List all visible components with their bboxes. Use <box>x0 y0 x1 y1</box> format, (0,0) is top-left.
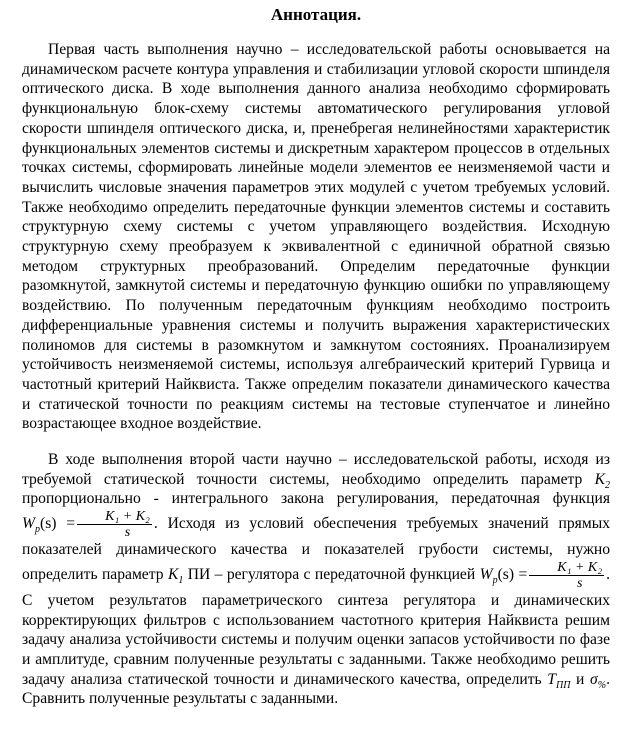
paragraph-2 <box>22 450 610 709</box>
formula-wp-1: $W_p(s)$ = $\frac{\text{K₁ + K₂}}{s}$ <box>22 509 150 541</box>
annotation-title: Аннотация. <box>270 5 362 24</box>
param-sigma: $\sigma_{\%}$ <box>590 670 607 691</box>
param-k1: $K_1$ <box>167 565 184 587</box>
p2-text-5: . С учетом результатов параметрического синтеза регулятора и динамических корректирующих фильтров с использованием частотного критерия Найквиста решим задачу анализа устойчивости системы и получим оценки запасов устойчивости по фазе и амплитуде, сравним полученные результаты с заданными. Также необходимо решить задачу анализа статической точности и динамического качества, определить <box>22 565 611 688</box>
p2-text-3: . Исходя из условий обеспечения требуемых значений прямых показателей динамического качества и показателей грубости системы, нужно определить параметр <box>22 515 610 583</box>
p2-text-6: . Сравнить полученные результаты с заданными. <box>22 670 610 708</box>
p2-text-and: и <box>570 670 591 688</box>
p2-text-2: пропорционально - интегрального закона регулирования, передаточная функция <box>22 490 610 508</box>
param-k2: $K_2$ <box>594 470 610 491</box>
p2-text-1: В ходе выполнения второй части научно – исследовательской работы, исходя из требуемой статической точности системы, необходимо определить параметр <box>22 451 610 488</box>
fraction-1: $\frac{\text{K₁ + K₂}}{s}$ <box>77 509 152 540</box>
p2-text-4: ПИ – регулятора с передаточной функцией <box>183 565 480 583</box>
param-t-pp: $T_{ПП}$ <box>547 670 571 691</box>
formula-wp-2: $W_p(s)$ = $\frac{\text{K₁ + K₂}}{s}$ <box>479 559 603 591</box>
fraction-2: $\frac{\text{K₁ + K₂}}{s}$ <box>529 560 604 591</box>
paragraph-1: Первая часть выполнения научно – исследовательской работы основывается на динамическом расчете контура управления и стабилизации угловой скорости шпинделя оптического диска. В ходе выполнения данного анализа необходимо сформировать функциональную блок-схему системы автоматического регулирования угловой скорости шпинделя оптического диска, и, пренебрегая нелинейностями характеристик функциональных элементов системы и дискретным характером процессов в отдельных точках системы, сформировать линейные модели элементов ее неизменяемой части и вычислить числовые значения параметров этих модулей с учетом требуемых условий. Также необходимо определить передаточные функции элементов системы и составить структурную схему системы с учетом управляющего воздействия. Исходную структурную схему преобразуем к эквивалентной с единичной обратной связью методом структурных преобразований. Определим передаточные функции разомкнутой, замкнутой системы и передаточную функцию ошибки по управляющему воздействию. По полученным передаточным функциям необходимо построить дифференциальные уравнения системы и получить выражения характеристических полиномов для системы в разомкнутом и замкнутом состояниях. Проанализируем устойчивость неизменяемой системы, используя алгебраический критерий Гурвица и частотный критерий Найквиста. Также определим показатели динамического качества и статической точности по реакциям системы на тестовые ступенчатое и линейно возрастающее входное воздействие. <box>22 41 610 433</box>
